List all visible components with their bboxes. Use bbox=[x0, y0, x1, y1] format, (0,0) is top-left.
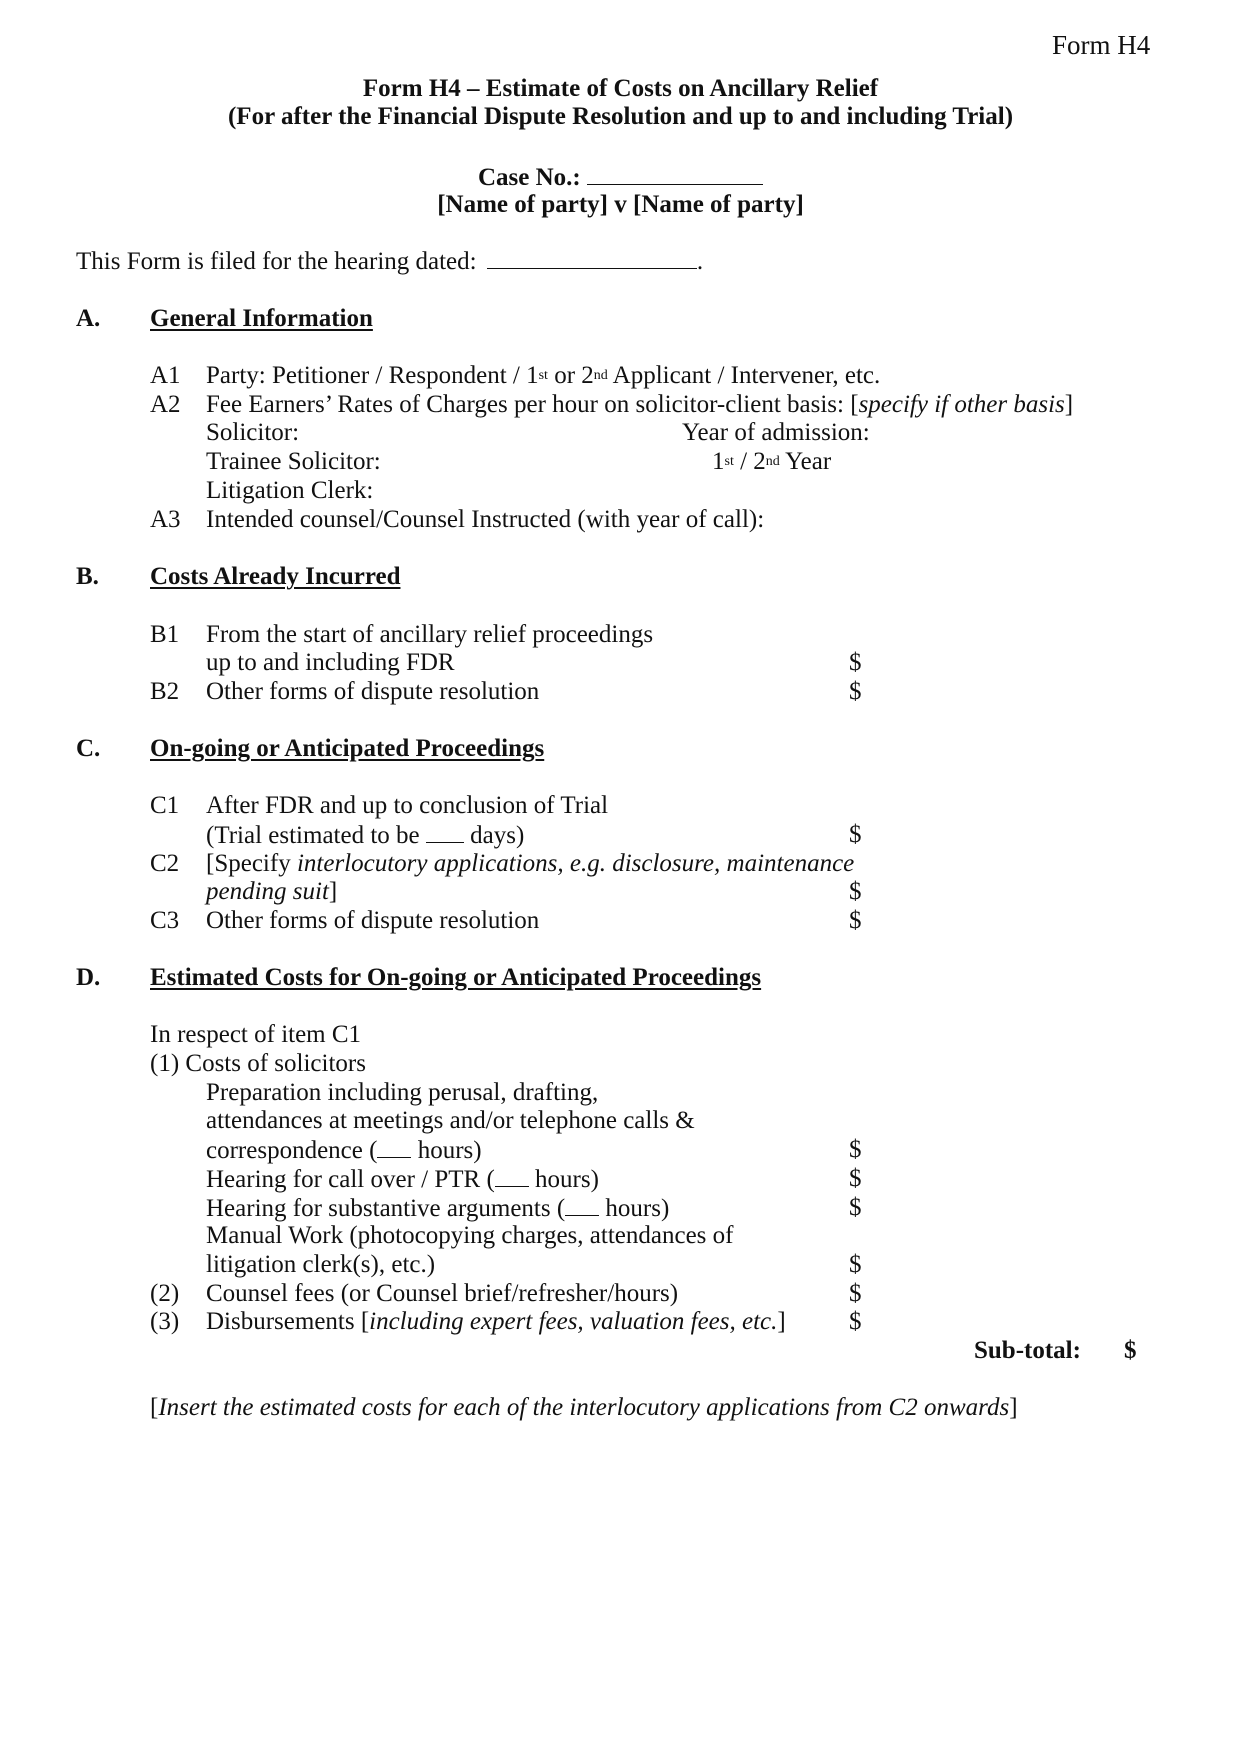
subtotal-label: Sub-total: bbox=[974, 1337, 1081, 1364]
section-c-letter: C. bbox=[76, 735, 101, 762]
clerk-label: Litigation Clerk: bbox=[206, 477, 374, 504]
trainee-year-a: 1 bbox=[712, 448, 725, 475]
c2-line2 bbox=[206, 879, 337, 904]
section-a-letter: A. bbox=[76, 305, 101, 332]
d-manual-line1: Manual Work (photocopying charges, attendances of bbox=[206, 1222, 734, 1249]
c2-line1-b: interlocutory applications, e.g. disclosure, maintenance bbox=[296, 850, 855, 877]
c1-line1: After FDR and up to conclusion of Trial bbox=[206, 792, 609, 819]
d-note-text: Insert the estimated costs for each of the interlocutory applications from C2 onwards bbox=[158, 1394, 1010, 1421]
case-no bbox=[478, 164, 763, 190]
d-substantive bbox=[206, 1195, 669, 1221]
section-d-title: Estimated Costs for On-going or Anticipated Proceedings bbox=[150, 964, 762, 991]
case-no-blank[interactable] bbox=[587, 164, 763, 185]
d-disb-a: Disbursements [ bbox=[206, 1308, 370, 1335]
d-prep-line2: attendances at meetings and/or telephone calls & bbox=[206, 1107, 695, 1134]
d-note-close: ] bbox=[1009, 1394, 1018, 1421]
c3-dollar: $ bbox=[849, 907, 862, 934]
filed-line bbox=[76, 248, 703, 274]
c2-line1-a: [Specify bbox=[206, 850, 297, 877]
trainee-year-b: / 2 bbox=[733, 448, 766, 475]
prep-hours-blank[interactable] bbox=[377, 1137, 411, 1158]
b2-code: B2 bbox=[150, 678, 180, 705]
trainee-year-sup1: st bbox=[724, 454, 734, 469]
d-substantive-b: hours) bbox=[599, 1195, 670, 1222]
d-counsel-num: (2) bbox=[150, 1280, 180, 1307]
a2-italic: specify if other basis bbox=[858, 391, 1065, 418]
c2-line2-a: pending suit bbox=[206, 878, 329, 905]
a1-text bbox=[206, 363, 880, 388]
a1-part1: Party: Petitioner / Respondent / 1 bbox=[206, 362, 539, 389]
section-b-title: Costs Already Incurred bbox=[150, 563, 401, 590]
a1-sup1: st bbox=[538, 368, 548, 383]
c2-dollar: $ bbox=[849, 878, 862, 905]
filed-line-label: This Form is filed for the hearing dated: bbox=[76, 248, 477, 275]
a3-text: Intended counsel/Counsel Instructed (with year of call): bbox=[206, 506, 765, 533]
d-disb-b: including expert fees, valuation fees, etc. bbox=[369, 1308, 778, 1335]
b1-code: B1 bbox=[150, 621, 180, 648]
section-c-title: On-going or Anticipated Proceedings bbox=[150, 735, 545, 762]
d-respect: In respect of item C1 bbox=[150, 1021, 362, 1048]
d-callover bbox=[206, 1166, 599, 1192]
c1-code: C1 bbox=[150, 792, 180, 819]
d-prep-line3-a: correspondence ( bbox=[206, 1137, 378, 1164]
b2-dollar: $ bbox=[849, 678, 862, 705]
a1-code: A1 bbox=[150, 362, 181, 389]
section-b-letter: B. bbox=[76, 563, 99, 590]
a1-part3: Applicant / Intervener, etc. bbox=[607, 362, 881, 389]
trainee-year bbox=[712, 449, 831, 474]
a1-sup2: nd bbox=[593, 368, 608, 383]
c2-line2-b: ] bbox=[328, 878, 338, 905]
d-substantive-dollar: $ bbox=[849, 1194, 862, 1221]
a1-part2: or 2 bbox=[547, 362, 594, 389]
c1-line2-b: days) bbox=[463, 822, 525, 849]
d-manual-dollar: $ bbox=[849, 1251, 862, 1278]
c3-code: C3 bbox=[150, 907, 180, 934]
form-tag: Form H4 bbox=[1052, 30, 1151, 60]
a2-part1: Fee Earners’ Rates of Charges per hour on solicitor-client basis: [ bbox=[206, 391, 859, 418]
d-disb bbox=[206, 1309, 786, 1334]
d-substantive-a: Hearing for substantive arguments ( bbox=[206, 1195, 566, 1222]
d-callover-a: Hearing for call over / PTR ( bbox=[206, 1166, 495, 1193]
d-prep-line3 bbox=[206, 1137, 482, 1163]
b2-text: Other forms of dispute resolution bbox=[206, 678, 540, 705]
c2-line1 bbox=[206, 851, 854, 876]
form-title: Form H4 – Estimate of Costs on Ancillary Relief bbox=[362, 75, 879, 102]
b1-line1: From the start of ancillary relief proceedings bbox=[206, 621, 654, 648]
party-names: [Name of party] v [Name of party] bbox=[437, 191, 804, 218]
b1-line2: up to and including FDR bbox=[206, 649, 455, 676]
c1-dollar: $ bbox=[849, 821, 862, 848]
callover-hours-blank[interactable] bbox=[495, 1166, 529, 1187]
substantive-hours-blank[interactable] bbox=[565, 1195, 599, 1216]
section-a-title: General Information bbox=[150, 305, 373, 332]
form-subtitle: (For after the Financial Dispute Resolution and up to and including Trial) bbox=[227, 103, 1014, 130]
c3-text: Other forms of dispute resolution bbox=[206, 907, 540, 934]
year-of-admission-label: Year of admission: bbox=[682, 419, 870, 446]
c2-code: C2 bbox=[150, 850, 180, 877]
d-counsel: Counsel fees (or Counsel brief/refresher/hours) bbox=[206, 1280, 679, 1307]
c1-line2 bbox=[206, 822, 524, 848]
d-disb-c: ] bbox=[777, 1308, 786, 1335]
a3-code: A3 bbox=[150, 506, 181, 533]
d-prep-dollar: $ bbox=[849, 1136, 862, 1163]
solicitor-label: Solicitor: bbox=[206, 419, 300, 446]
trainee-year-c: Year bbox=[779, 448, 832, 475]
a2-code: A2 bbox=[150, 391, 181, 418]
case-no-label: Case No.: bbox=[478, 164, 581, 191]
d-callover-dollar: $ bbox=[849, 1165, 862, 1192]
section-d-letter: D. bbox=[76, 964, 101, 991]
d-disb-dollar: $ bbox=[849, 1308, 862, 1335]
d-disb-num: (3) bbox=[150, 1308, 180, 1335]
d-solicitors-costs: (1) Costs of solicitors bbox=[150, 1050, 366, 1077]
a2-close: ] bbox=[1064, 391, 1074, 418]
d-prep-line3-b: hours) bbox=[411, 1137, 482, 1164]
d-counsel-dollar: $ bbox=[849, 1280, 862, 1307]
d-prep-line1: Preparation including perusal, drafting, bbox=[206, 1079, 599, 1106]
d-note-open: [ bbox=[150, 1394, 159, 1421]
a2-text bbox=[206, 392, 1073, 417]
d-note bbox=[150, 1395, 1018, 1420]
c1-line2-a: (Trial estimated to be bbox=[206, 822, 426, 849]
d-callover-b: hours) bbox=[528, 1166, 599, 1193]
d-manual-line2: litigation clerk(s), etc.) bbox=[206, 1251, 436, 1278]
trial-days-blank[interactable] bbox=[426, 822, 464, 843]
filed-line-end: . bbox=[696, 248, 704, 275]
hearing-date-blank[interactable] bbox=[487, 248, 697, 269]
trainee-year-sup2: nd bbox=[765, 454, 780, 469]
trainee-label: Trainee Solicitor: bbox=[206, 448, 381, 475]
b1-dollar: $ bbox=[849, 649, 862, 676]
subtotal-dollar: $ bbox=[1124, 1337, 1137, 1364]
